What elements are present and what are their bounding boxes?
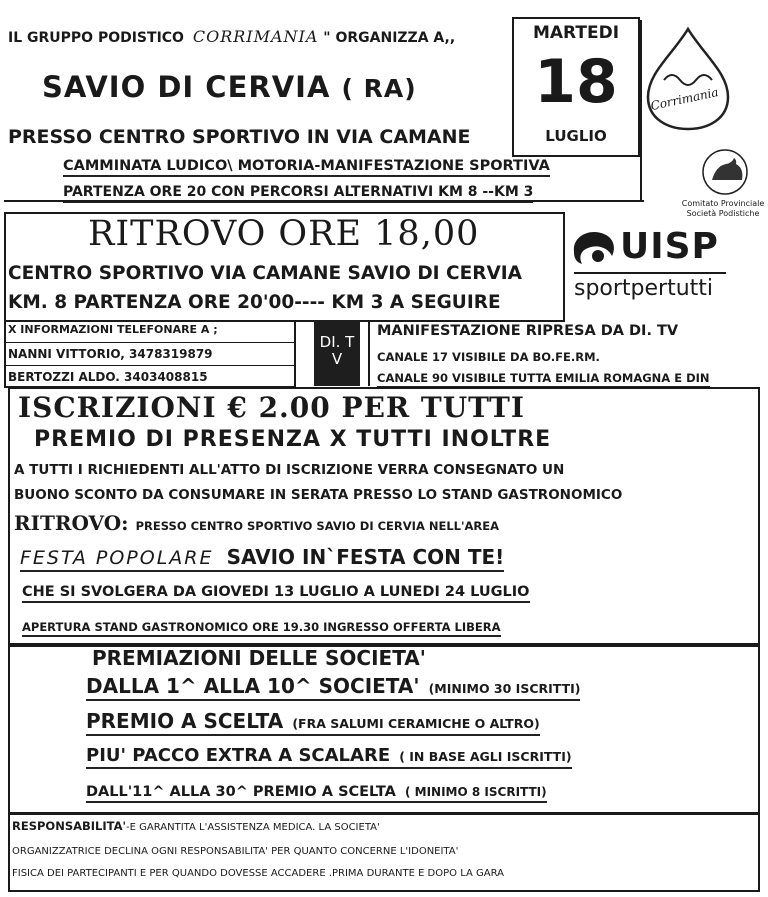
date-month: LUGLIO [545,127,607,145]
premiazioni-line-2-note: (FRA SALUMI CERAMICHE O ALTRO) [292,716,540,731]
tv-heading: MANIFESTAZIONE RIPRESA DA DI. TV [377,323,679,339]
iscrizioni-line-2: BUONO SCONTO DA CONSUMARE IN SERATA PRESSO LO STAND GASTRONOMICO [14,487,623,503]
province: ( RA) [341,74,417,103]
iscrizioni-line-1: A TUTTI I RICHIEDENTI ALL'ATTO DI ISCRIZIONE VERRA CONSEGNATO UN [14,462,565,478]
uisp-tagline: sportpertutti [574,276,714,301]
ritrovo-area-label: RITROVO: [14,511,129,535]
fee-heading: ISCRIZIONI € 2.00 PER TUTTI [18,391,525,424]
intro-suffix: " ORGANIZZA A,, [323,30,456,46]
uisp-logo-icon [568,226,620,270]
info-row-rule-2 [4,365,296,366]
premiazioni-line-1-note: (MINIMO 30 ISCRITTI) [428,681,581,696]
group-name: CORRIMANIA [192,27,319,46]
uisp-rule [574,272,726,274]
ritrovo-area-line [14,511,499,535]
uisp-logo-text: UISP [620,226,719,267]
info-row-rule-1 [4,342,296,343]
info-contact-2: BERTOZZI ALDO. 3403408815 [8,370,208,384]
committee-line-2: Società Podistiche [686,209,760,218]
premio-presenza: PREMIO DI PRESENZA X TUTTI INOLTRE [34,427,552,452]
date-box [512,17,640,157]
premiazioni-line-1 [86,674,580,701]
committee-logo-caption [680,199,766,219]
ditv-logo [314,320,360,386]
info-heading: X INFORMAZIONI TELEFONARE A ; [8,323,218,336]
footer-line-1 [12,819,380,833]
premiazioni-title: PREMIAZIONI DELLE SOCIETA' [92,646,426,670]
stand-opening: APERTURA STAND GASTRONOMICO ORE 19.30 INGRESSO OFFERTA LIBERA [22,620,501,637]
date-weekday: MARTEDI [532,23,620,43]
festa-line [20,545,504,572]
corrimania-logo [642,25,734,133]
festa-name: SAVIO IN`FESTA CON TE! [226,545,505,569]
tv-divider [368,320,370,386]
intro-text: IL GRUPPO PODISTICO [8,30,184,46]
premiazioni-line-3 [86,745,572,769]
footer-line-1-text: -E GARANTITA L'ASSISTENZA MEDICA. LA SOCIETA' [126,822,380,833]
premiazioni-line-3-note: ( IN BASE AGLI ISCRITTI) [399,749,572,764]
ritrovo-area-text: PRESSO CENTRO SPORTIVO SAVIO DI CERVIA NELL'AREA [135,519,500,533]
page-title [42,70,417,104]
info-contact-1: NANNI VITTORIO, 3478319879 [8,347,213,361]
premiazioni-line-4-note: ( MINIMO 8 ISCRITTI) [404,785,547,799]
event-type: CAMMINATA LUDICO\ MOTORIA-MANIFESTAZIONE SPORTIVA [63,158,550,177]
footer-line-3: FISICA DEI PARTECIPANTI E PER QUANDO DOVESSE ACCADERE .PRIMA DURANTE E DOPO LA GARA [12,868,505,879]
festa-label: FESTA POPOLARE [20,547,214,569]
tv-channel-1: CANALE 17 VISIBILE DA BO.FE.RM. [377,350,600,364]
ritrovo-title: RITROVO ORE 18,00 [88,214,480,254]
ritrovo-line-1: CENTRO SPORTIVO VIA CAMANE SAVIO DI CERVIA [8,263,522,284]
festa-dates: CHE SI SVOLGERA DA GIOVEDI 13 LUGLIO A LUNEDI 24 LUGLIO [22,584,530,603]
header-bottom-rule [4,200,644,202]
intro-line [8,27,455,46]
tv-channel-2: CANALE 90 VISIBILE TUTTA EMILIA ROMAGNA E DIN [377,371,710,388]
footer-line-2: ORGANIZZATRICE DECLINA OGNI RESPONSABILITA' PER QUANTO CONCERNE L'IDONEITA' [12,846,459,857]
premiazioni-line-4 [86,781,547,803]
premiazioni-line-1-main: DALLA 1^ ALLA 10^ SOCIETA' [86,674,420,698]
venue-line: PRESSO CENTRO SPORTIVO IN VIA CAMANE [8,126,471,148]
start-line: PARTENZA ORE 20 CON PERCORSI ALTERNATIVI KM 8 --KM 3 [63,184,533,203]
ditv-logo-text: DI. TV [319,333,355,368]
footer-label: RESPONSABILITA' [12,819,127,833]
premiazioni-line-2 [86,709,540,736]
premiazioni-line-3-main: PIU' PACCO EXTRA A SCALARE [86,745,391,766]
committee-line-1: Comitato Provinciale [681,199,765,208]
ritrovo-line-2: KM. 8 PARTENZA ORE 20'00---- KM 3 A SEGUIRE [8,292,501,313]
corrimania-logo-text: Corrimania [649,84,720,114]
committee-logo-icon [700,148,750,196]
premiazioni-line-2-main: PREMIO A SCELTA [86,709,284,733]
date-day: 18 [534,47,618,117]
town-name: SAVIO DI CERVIA [42,70,331,104]
premiazioni-line-4-main: DALL'11^ ALLA 30^ PREMIO A SCELTA [86,784,396,800]
